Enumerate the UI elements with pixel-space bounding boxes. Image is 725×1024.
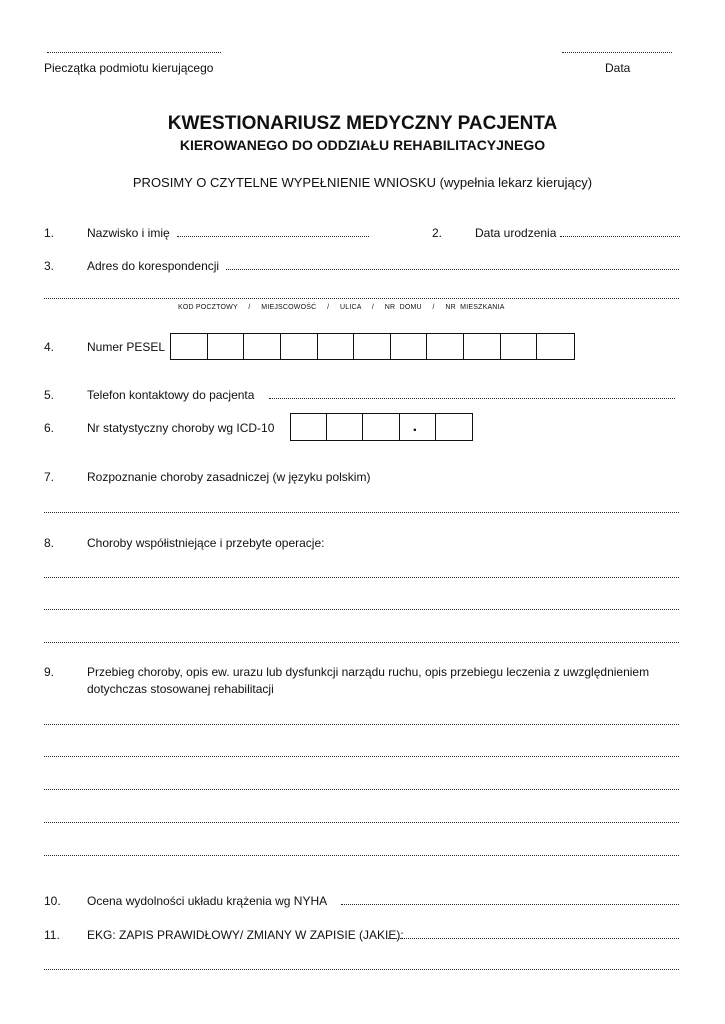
disease-course-field-line[interactable] [44,789,679,790]
address-hint: KOD POCZTOWY / MIEJSCOWOŚĆ / ULICA / NR DOMU / NR MIESZKANIA [178,304,505,311]
diagnosis-label: Rozpoznanie choroby zasadniczej (w języku polskim) [87,470,371,484]
address-field-line2[interactable] [44,298,679,299]
pesel-boxes[interactable] [170,333,575,360]
pesel-digit-box[interactable] [427,334,464,359]
disease-course-field-line[interactable] [44,822,679,823]
icd10-boxes[interactable] [290,413,473,441]
form-instruction: PROSIMY O CZYTELNE WYPEŁNIENIE WNIOSKU (wypełnia lekarz kierujący) [132,175,593,190]
phone-label: Telefon kontaktowy do pacjenta [87,388,255,402]
disease-course-field-line[interactable] [44,756,679,757]
pesel-digit-box[interactable] [318,334,355,359]
field-number: 11. [44,928,60,942]
comorbidities-field-line[interactable] [44,609,679,610]
comorbidities-field-line[interactable] [44,577,679,578]
field-number: 1. [44,226,55,240]
birth-date-field[interactable] [560,236,680,237]
nyha-field[interactable] [341,904,679,905]
ekg-label: EKG: ZAPIS PRAWIDŁOWY/ ZMIANY W ZAPISIE (JAKIE): [87,928,404,942]
field-number: 3. [44,259,55,273]
icd10-decimal-dot: . [412,418,418,435]
stamp-dotted-line[interactable] [47,52,221,53]
field-number: 4. [44,340,55,354]
pesel-digit-box[interactable] [244,334,281,359]
disease-course-label-line2: dotychczas stosowanej rehabilitacji [87,682,274,696]
disease-course-label-line1: Przebieg choroby, opis ew. urazu lub dysfunkcji narządu ruchu, opis przebiegu leczenia z uwzględnieniem [87,665,650,679]
disease-course-field-line[interactable] [44,724,679,725]
comorbidities-label: Choroby współistniejące i przebyte operacje: [87,536,325,550]
pesel-label: Numer PESEL [87,340,166,354]
address-label: Adres do korespondencji [87,259,220,273]
diagnosis-field[interactable] [44,512,679,513]
comorbidities-field-line[interactable] [44,642,679,643]
form-subtitle: KIEROWANEGO DO ODDZIAŁU REHABILITACYJNEGO [179,137,546,153]
birth-date-label: Data urodzenia [475,226,557,240]
surname-label: Nazwisko i imię [87,226,170,240]
pesel-digit-box[interactable] [391,334,428,359]
nyha-label: Ocena wydolności układu krążenia wg NYHA [87,894,328,908]
field-number: 6. [44,421,55,435]
field-number: 2. [432,226,443,240]
field-number: 8. [44,536,55,550]
field-number: 10. [44,894,61,908]
pesel-digit-box[interactable] [537,334,574,359]
stamp-label: Pieczątka podmiotu kierującego [44,61,214,75]
pesel-digit-box[interactable] [208,334,245,359]
disease-course-field-line[interactable] [44,855,679,856]
icd10-label: Nr statystyczny choroby wg ICD-10 [87,421,275,435]
pesel-digit-box[interactable] [171,334,208,359]
icd10-char-box[interactable] [291,414,327,440]
date-dotted-line[interactable] [562,52,672,53]
icd10-char-box[interactable] [436,414,472,440]
field-number: 7. [44,470,55,484]
date-label: Data [605,61,631,75]
field-number: 5. [44,388,55,402]
pesel-digit-box[interactable] [501,334,538,359]
address-field-line1[interactable] [226,269,679,270]
form-title: KWESTIONARIUSZ MEDYCZNY PACJENTA [167,113,558,134]
phone-field[interactable] [269,398,675,399]
ekg-field-line1[interactable] [388,938,679,939]
icd10-char-box[interactable] [363,414,399,440]
pesel-digit-box[interactable] [464,334,501,359]
pesel-digit-box[interactable] [281,334,318,359]
pesel-digit-box[interactable] [354,334,391,359]
icd10-char-box[interactable] [327,414,363,440]
field-number: 9. [44,665,55,679]
icd10-char-box[interactable] [400,414,436,440]
surname-field[interactable] [177,236,369,237]
ekg-field-line2[interactable] [44,969,679,970]
